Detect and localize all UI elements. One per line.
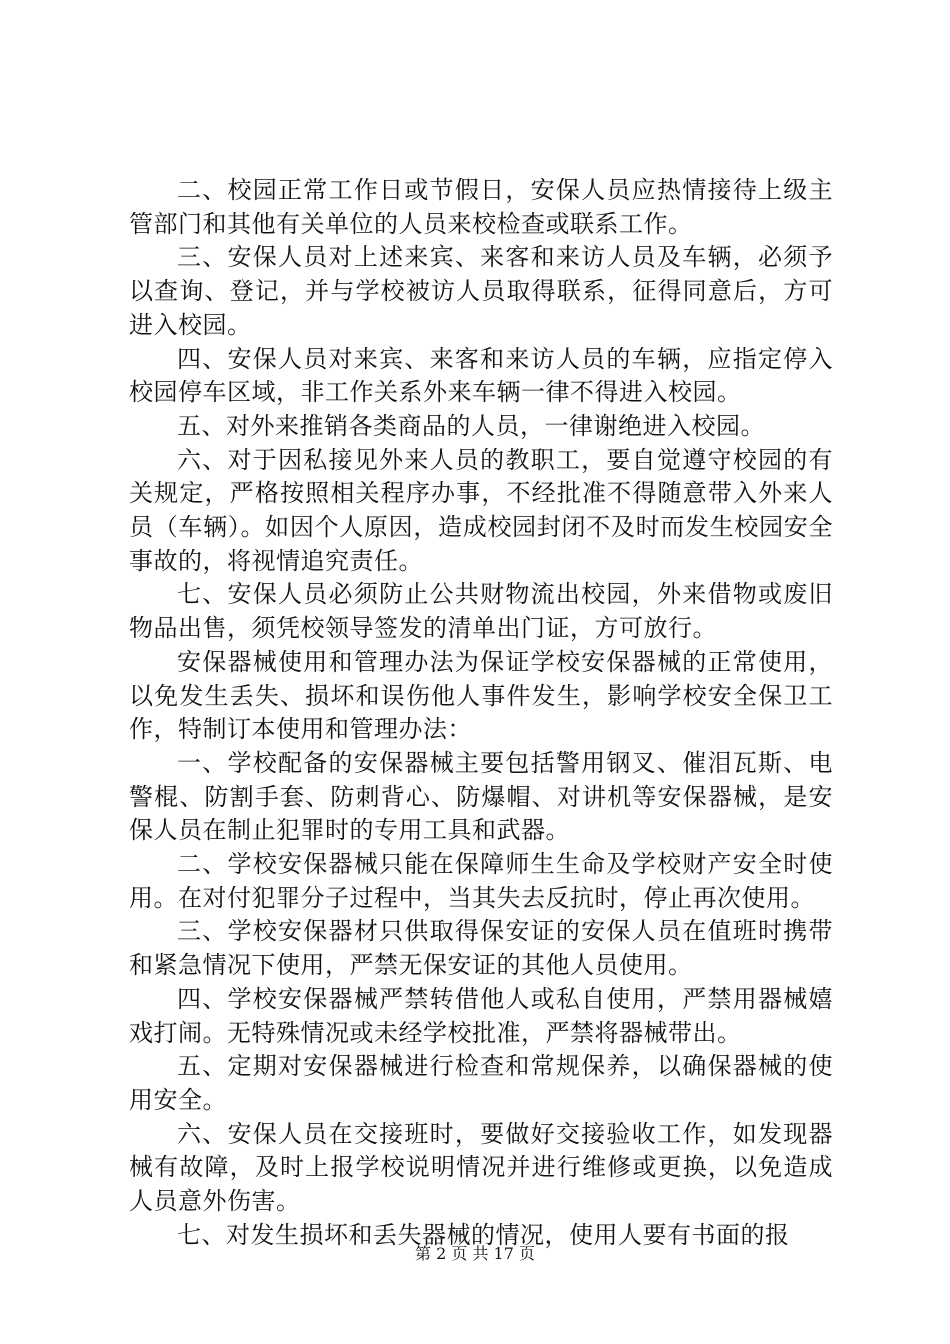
paragraph: 三、安保人员对上述来宾、来客和来访人员及车辆，必须予以查询、登记，并与学校被访人员取得联系，征得同意后，方可进入校园。 bbox=[129, 243, 833, 339]
document-body bbox=[129, 174, 833, 1253]
paragraph: 六、对于因私接见外来人员的教职工，要自觉遵守校园的有关规定，严格按照相关程序办事，不经批准不得随意带入外来人员（车辆）。如因个人原因，造成校园封闭不及时而发生校园安全事故的，将视情追究责任。 bbox=[129, 445, 833, 575]
paragraph: 四、学校安保器械严禁转借他人或私自使用，严禁用器械嬉戏打闹。无特殊情况或未经学校批准，严禁将器械带出。 bbox=[129, 984, 833, 1047]
paragraph: 七、对发生损坏和丢失器械的情况，使用人要有书面的报 bbox=[177, 1220, 790, 1249]
paragraph: 三、学校安保器材只供取得保安证的安保人员在值班时携带和紧急情况下使用，严禁无保安证的其他人员使用。 bbox=[129, 917, 833, 980]
paragraph: 二、校园正常工作日或节假日，安保人员应热情接待上级主管部门和其他有关单位的人员来校检查或联系工作。 bbox=[129, 176, 833, 238]
paragraph: 一、学校配备的安保器械主要包括警用钢叉、催泪瓦斯、电警棍、防割手套、防刺背心、防爆帽、对讲机等安保器械，是安保人员在制止犯罪时的专用工具和武器。 bbox=[129, 748, 833, 845]
paragraph: 安保器械使用和管理办法为保证学校安保器械的正常使用，以免发生丢失、损坏和误伤他人事件发生，影响学校安全保卫工作，特制订本使用和管理办法： bbox=[129, 647, 833, 744]
paragraph: 二、学校安保器械只能在保障师生生命及学校财产安全时使用。在对付犯罪分子过程中，当其失去反抗时，停止再次使用。 bbox=[129, 850, 833, 912]
paragraph: 五、定期对安保器械进行检查和常规保养，以确保器械的使用安全。 bbox=[129, 1052, 833, 1114]
paragraph: 四、安保人员对来宾、来客和来访人员的车辆，应指定停入校园停车区域，非工作关系外来车辆一律不得进入校园。 bbox=[129, 344, 833, 407]
paragraph: 七、安保人员必须防止公共财物流出校园，外来借物或废旧物品出售，须凭校领导签发的清单出门证，方可放行。 bbox=[129, 580, 833, 643]
paragraph: 五、对外来推销各类商品的人员，一律谢绝进入校园。 bbox=[177, 411, 765, 440]
page-number-footer: 第 2 页 共 17 页 bbox=[415, 1244, 535, 1263]
paragraph: 六、安保人员在交接班时，要做好交接验收工作，如发现器械有故障，及时上报学校说明情况并进行维修或更换，以免造成人员意外伤害。 bbox=[129, 1119, 833, 1216]
